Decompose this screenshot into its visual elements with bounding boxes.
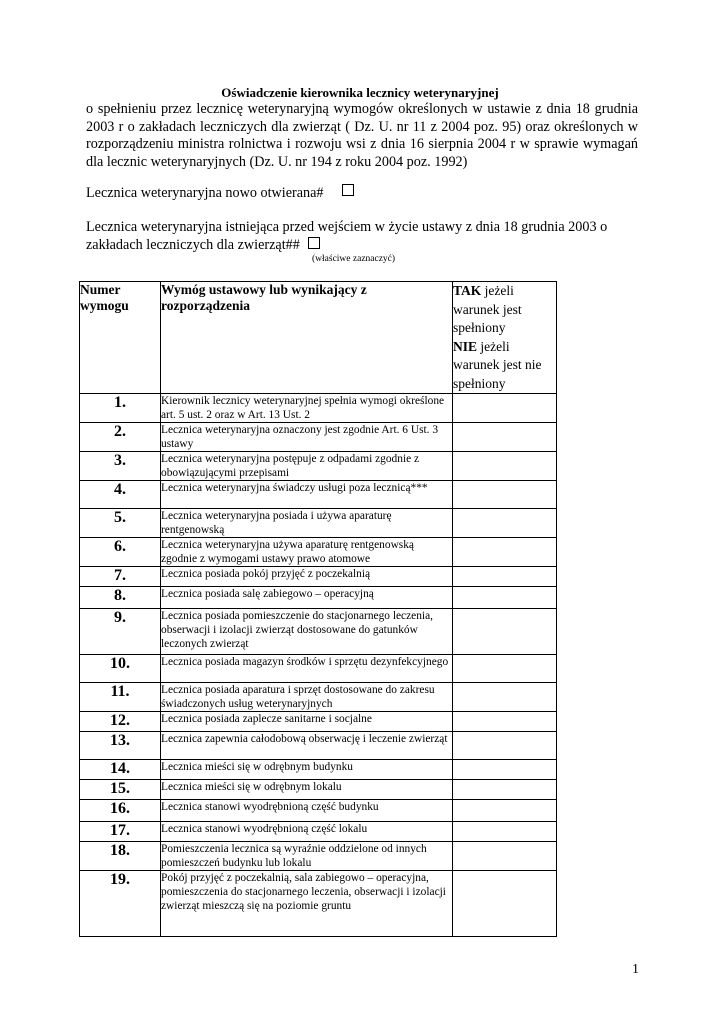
header-tak-text: jeżeli warunek jest spełniony xyxy=(453,283,522,335)
answer-cell[interactable] xyxy=(453,587,557,609)
table-row xyxy=(80,760,557,780)
answer-cell[interactable] xyxy=(453,871,557,937)
requirement-number: 9. xyxy=(80,609,161,655)
answer-cell[interactable] xyxy=(453,842,557,871)
header-nie-text: jeżeli warunek jest nie spełniony xyxy=(453,338,542,391)
table-row xyxy=(80,800,557,822)
table-row xyxy=(80,871,557,937)
requirement-text: Pomieszczenia lecznica są wyraźnie oddzielone od innych pomieszczeń budynku lub lokalu xyxy=(161,842,453,871)
requirement-number: 15. xyxy=(80,780,161,800)
answer-cell[interactable] xyxy=(453,800,557,822)
requirement-number: 17. xyxy=(80,822,161,842)
option-existing-checkbox[interactable] xyxy=(308,237,320,249)
selection-note: (właściwe zaznaczyć) xyxy=(312,254,396,264)
page-number: 1 xyxy=(632,962,639,977)
answer-cell[interactable] xyxy=(453,609,557,655)
answer-cell[interactable] xyxy=(453,732,557,760)
table-row xyxy=(80,509,557,538)
answer-cell[interactable] xyxy=(453,538,557,567)
table-row xyxy=(80,394,557,423)
requirement-number: 10. xyxy=(80,655,161,683)
header-answer xyxy=(453,282,557,394)
table-row xyxy=(80,423,557,452)
requirement-number: 12. xyxy=(80,712,161,732)
requirement-text: Lecznica weterynaryjna posiada i używa aparaturę rentgenowską xyxy=(161,509,453,538)
table-row xyxy=(80,655,557,683)
requirement-number: 7. xyxy=(80,567,161,587)
answer-cell[interactable] xyxy=(453,655,557,683)
table-row xyxy=(80,587,557,609)
answer-cell[interactable] xyxy=(453,481,557,509)
answer-cell[interactable] xyxy=(453,822,557,842)
requirement-number: 1. xyxy=(80,394,161,423)
requirement-text: Lecznica stanowi wyodrębnioną część lokalu xyxy=(161,822,453,842)
answer-cell[interactable] xyxy=(453,683,557,712)
requirement-number: 13. xyxy=(80,732,161,760)
requirement-text: Lecznica mieści się w odrębnym lokalu xyxy=(161,780,453,800)
answer-cell[interactable] xyxy=(453,712,557,732)
table-row xyxy=(80,822,557,842)
answer-cell[interactable] xyxy=(453,780,557,800)
option-new-checkbox[interactable] xyxy=(342,184,354,196)
requirement-text: Lecznica weterynaryjna świadczy usługi poza lecznicą*** xyxy=(161,481,453,509)
requirement-number: 19. xyxy=(80,871,161,937)
table-row xyxy=(80,842,557,871)
requirement-text: Lecznica posiada pomieszczenie do stacjonarnego leczenia, obserwacji i izolacji zwierząt dostosowane do gatunków leczonych zwierząt xyxy=(161,609,453,655)
requirement-text: Lecznica stanowi wyodrębnioną część budynku xyxy=(161,800,453,822)
requirement-number: 14. xyxy=(80,760,161,780)
requirement-number: 4. xyxy=(80,481,161,509)
requirement-text: Lecznica mieści się w odrębnym budynku xyxy=(161,760,453,780)
requirement-number: 5. xyxy=(80,509,161,538)
document-title: Oświadczenie kierownika lecznicy weterynaryjnej xyxy=(221,85,499,100)
requirement-text: Kierownik lecznicy weterynaryjnej spełnia wymogi określone art. 5 ust. 2 oraz w Art. 13 Ust. 2 xyxy=(161,394,453,423)
table-row xyxy=(80,452,557,481)
requirement-text: Lecznica posiada pokój przyjęć z poczekalnią xyxy=(161,567,453,587)
requirement-number: 6. xyxy=(80,538,161,567)
requirement-text: Lecznica zapewnia całodobową obserwację i leczenie zwierząt xyxy=(161,732,453,760)
table-row xyxy=(80,609,557,655)
table-header-row xyxy=(80,282,557,394)
requirement-text: Lecznica weterynaryjna używa aparaturę rentgenowską zgodnie z wymogami ustawy prawo atomowe xyxy=(161,538,453,567)
answer-cell[interactable] xyxy=(453,567,557,587)
requirement-text: Lecznica posiada zaplecze sanitarne i socjalne xyxy=(161,712,453,732)
requirement-text: Pokój przyjęć z poczekalnią, sala zabiegowo – operacyjna, pomieszczenia do stacjonarnego leczenia, obserwacji i izolacji zwierząt mieszczą się na poziomie gruntu xyxy=(161,871,453,937)
requirement-number: 8. xyxy=(80,587,161,609)
answer-cell[interactable] xyxy=(453,423,557,452)
option-existing-label: Lecznica weterynaryjna istniejąca przed wejściem w życie ustawy z dnia 18 grudnia 2003 o zakładach leczniczych dla zwierząt## xyxy=(86,219,608,253)
requirement-number: 11. xyxy=(80,683,161,712)
table-row xyxy=(80,567,557,587)
option-new-clinic xyxy=(86,185,354,202)
requirement-text: Lecznica posiada salę zabiegowo – operacyjną xyxy=(161,587,453,609)
table-row xyxy=(80,481,557,509)
header-tak: TAK xyxy=(453,283,482,298)
table-row xyxy=(80,732,557,760)
header-requirement: Wymóg ustawowy lub wynikający z rozporządzenia xyxy=(161,282,453,394)
requirements-table xyxy=(79,281,557,937)
answer-cell[interactable] xyxy=(453,760,557,780)
table-row xyxy=(80,538,557,567)
requirement-number: 18. xyxy=(80,842,161,871)
header-nie: NIE xyxy=(453,338,478,354)
option-existing-clinic xyxy=(86,219,638,254)
requirement-text: Lecznica posiada magazyn środków i sprzętu dezynfekcyjnego xyxy=(161,655,453,683)
table-row xyxy=(80,712,557,732)
requirement-text: Lecznica posiada aparatura i sprzęt dostosowane do zakresu świadczonych usług weterynaryjnych xyxy=(161,683,453,712)
table-row xyxy=(80,780,557,800)
answer-cell[interactable] xyxy=(453,394,557,423)
requirement-text: Lecznica weterynaryjna oznaczony jest zgodnie Art. 6 Ust. 3 ustawy xyxy=(161,423,453,452)
requirement-number: 3. xyxy=(80,452,161,481)
requirement-text: Lecznica weterynaryjna postępuje z odpadami zgodnie z obowiązującymi przepisami xyxy=(161,452,453,481)
answer-cell[interactable] xyxy=(453,452,557,481)
header-number: Numer wymogu xyxy=(80,282,161,394)
answer-cell[interactable] xyxy=(453,509,557,538)
intro-paragraph: o spełnieniu przez lecznicę weterynaryjną wymogów określonych w ustawie z dnia 18 grudnia 2003 r o zakładach leczniczych dla zwierząt ( Dz. U. nr 11 z 2004 poz. 95) oraz określonych w rozporządzeniu ministra rolnictwa i rozwoju wsi z dnia 16 sierpnia 2004 r w sprawie wymagań dla lecznic weterynaryjnych (Dz. U. nr 194 z roku 2004 poz. 1992) xyxy=(86,101,638,170)
requirement-number: 16. xyxy=(80,800,161,822)
table-row xyxy=(80,683,557,712)
option-new-label: Lecznica weterynaryjna nowo otwierana# xyxy=(86,185,324,201)
requirement-number: 2. xyxy=(80,423,161,452)
